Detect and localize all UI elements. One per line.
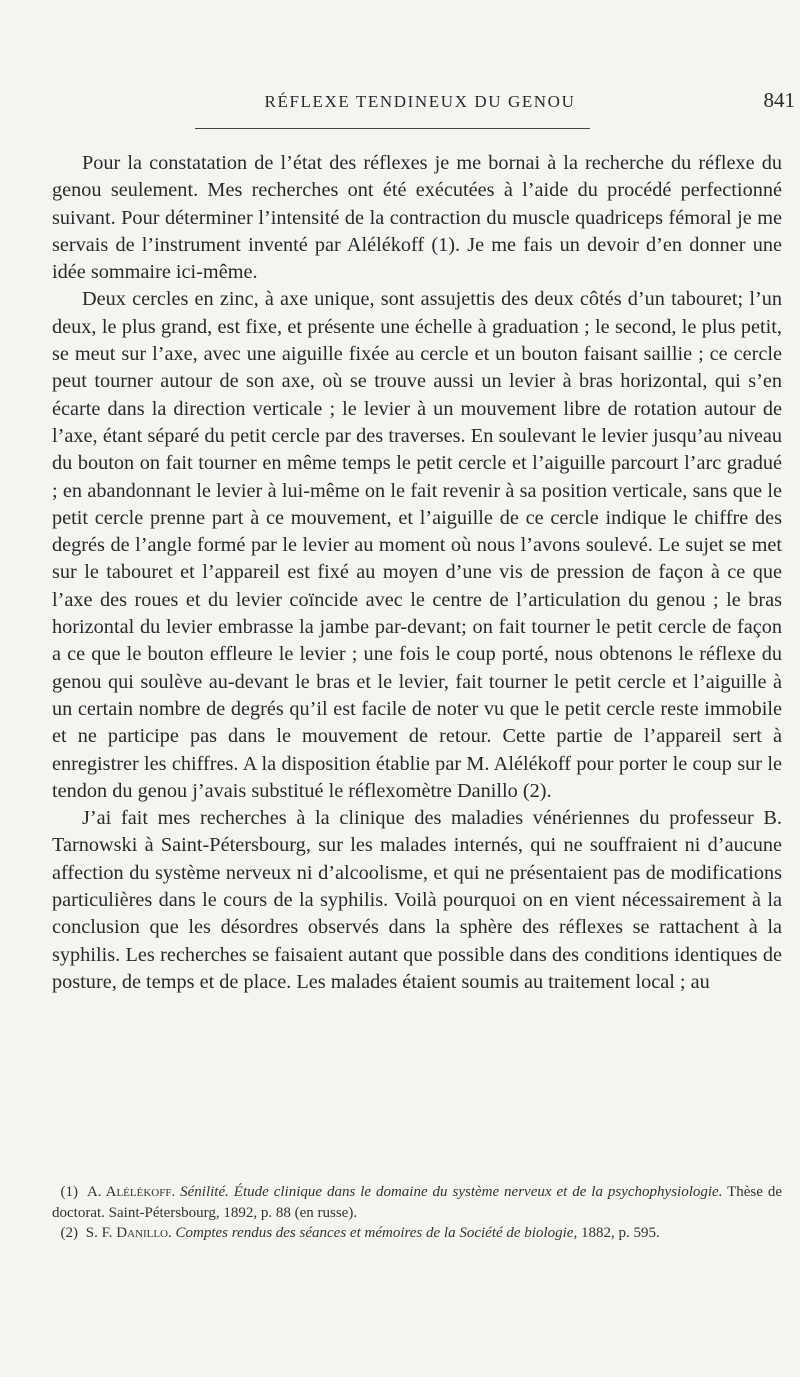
footnote-mark: (1) [60,1184,78,1200]
footnote-title: Sénilité. Étude clinique dans le domaine du système nerveux et de la psychophysiologie. [180,1184,723,1200]
paragraph: J’ai fait mes recherches à la clinique des maladies vénériennes du professeur B. Tarnowski à Saint-Pétersbourg, sur les malades internés, qui ne souffraient ni d’aucune affection du système nerveux ni d’alcoolisme, et qui ne présentaient pas de modifications particulières dans le cours de la syphilis. Voilà pourquoi on en vient nécessairement à la conclusion que les désordres observés dans la sphère des réflexes se rattachent à la syphilis. Les recherches se faisaient autant que possible dans des conditions identiques de posture, de temps et de place. Les malades étaient soumis au traitement local ; au [52,807,782,993]
footnote-details: Thèse de doctorat. Saint-Pétersbourg, 1892, p. 88 (en russe). [52,1184,783,1221]
footnote-title: Comptes rendus des séances et mémoires de la Société de biologie, [175,1225,578,1241]
page-number: 841 [763,88,795,112]
footnotes [52,1182,782,1244]
paragraph: Pour la constatation de l’état des réflexes je me bornai à la recherche du réflexe du genou seulement. Mes recherches ont été exécutées à l’aide du procédé perfectionné suivant. Pour déterminer l’intensité de la contraction du muscle quadriceps fémoral je me servais de l’instrument inventé par Alélékoff (1). Je me fais un devoir d’en donner une idée sommaire ici-même. [52,152,782,284]
footnote-mark: (2) [60,1225,78,1241]
header-rule [195,128,590,129]
body-text [52,150,782,996]
footnote-details: 1882, p. 595. [580,1225,660,1241]
footnote-1 [52,1182,782,1223]
paragraph: Deux cercles en zinc, à axe unique, sont assujettis des deux côtés d’un tabouret; l’un deux, le plus grand, est fixe, et présente une échelle à graduation ; le second, le plus petit, se meut sur l’axe, avec une aiguille fixée au cercle et un bouton faisant saillie ; ce cercle peut tourner autour de son axe, où se trouve aussi un levier à bras horizontal, qui s’en écarte dans la direction verticale ; le levier à un mouvement libre de rotation autour de l’axe, étant séparé du petit cercle par des traverses. En soulevant le levier jusqu’au niveau du bouton on fait tourner en même temps le petit cercle et l’aiguille parcourt l’arc gradué ; en abandonnant le levier à lui-même on le fait revenir à sa position verticale, sans que le petit cercle prenne part à ce mouvement, et l’aiguille de ce cercle indique le chiffre des degrés de l’angle formé par le levier au moment où nous l’avons soulevé. Le sujet se met sur le tabouret et l’appareil est fixé au moyen d’une vis de pression de façon à ce que l’axe des roues et du levier coïncide avec le centre de l’articulation du genou ; le bras horizontal du levier embrasse la jambe par-devant; on fait tourner le petit cercle de façon a ce que le bouton effleure le levier ; une fois le coup porté, nous obtenons le réflexe du genou qui soulève au-devant le bras et le levier, fait tourner le petit cercle et l’aiguille à un certain nombre de degrés qu’il est facile de noter vu que le petit cercle reste immobile et ne participe pas dans le mouvement de retour. Cette partie de l’appareil sert à enregistrer les chiffres. A la disposition établie par M. Alélékoff pour porter le coup sur le tendon du genou j’avais substitué le réflexomètre Danillo (2). [52,288,782,802]
running-title: RÉFLEXE TENDINEUX DU GENOU [264,92,576,111]
footnote-author: S. F. Danillo. [85,1225,172,1241]
footnote-2 [52,1223,782,1244]
running-head [50,88,795,118]
footnote-author: A. Alélékoff. [86,1184,176,1200]
